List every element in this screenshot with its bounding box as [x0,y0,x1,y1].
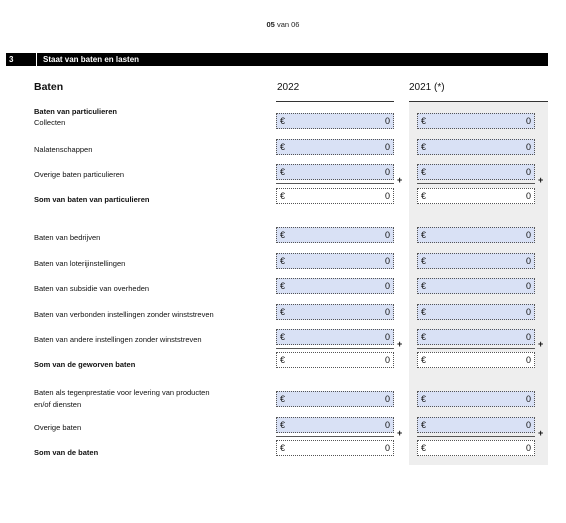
row-label-som-baten: Som van de baten [34,448,99,457]
currency-symbol: € [421,420,427,430]
subsidie-overheden-2021-field[interactable] [417,278,535,294]
row-label-overige-baten-particulieren: Overige baten particulieren [34,170,125,179]
currency-symbol: € [280,191,286,201]
currency-symbol: € [280,116,286,126]
field-value: 0 [525,355,531,365]
section-title: Staat van baten en lasten [43,55,140,64]
currency-symbol: € [421,281,427,291]
verbonden-instellingen-2022-field[interactable] [276,304,394,320]
currency-symbol: € [280,142,286,152]
andere-instellingen-2022-field[interactable] [276,329,394,345]
field-value: 0 [525,332,531,342]
field-value: 0 [384,281,390,291]
field-value: 0 [525,230,531,240]
field-value: 0 [384,420,390,430]
currency-symbol: € [280,167,286,177]
plus-sign: + [397,428,403,438]
row-label-nalatenschappen: Nalatenschappen [34,145,93,154]
som-particulieren-2022-field [276,188,394,204]
field-value: 0 [525,116,531,126]
bedrijven-2021-field[interactable] [417,227,535,243]
group-label-particulieren: Baten van particulieren [34,107,117,116]
currency-symbol: € [280,443,286,453]
verbonden-instellingen-2021-field[interactable] [417,304,535,320]
som-baten-2021-field [417,440,535,456]
field-value: 0 [384,116,390,126]
field-value: 0 [525,281,531,291]
field-value: 0 [384,394,390,404]
nalatenschappen-2022-field[interactable] [276,139,394,155]
field-value: 0 [525,191,531,201]
currency-symbol: € [421,332,427,342]
row-label-subsidie-overheden: Baten van subsidie van overheden [34,284,150,293]
currency-symbol: € [280,332,286,342]
row-label-loterijinstellingen: Baten van loterijinstellingen [34,259,126,268]
tegenprestatie-2021-field[interactable] [417,391,535,407]
subsidie-overheden-2022-field[interactable] [276,278,394,294]
som-geworven-baten-2021-field [417,352,535,368]
currency-symbol: € [421,230,427,240]
year-previous-header: 2021 (*) [409,82,445,93]
field-value: 0 [525,256,531,266]
sum-rule [417,436,535,437]
currency-symbol: € [421,355,427,365]
row-label-som-particulieren: Som van baten van particulieren [34,195,150,204]
field-value: 0 [384,230,390,240]
currency-symbol: € [421,443,427,453]
field-value: 0 [384,307,390,317]
year-current-rule [276,101,394,102]
section-number: 3 [9,55,14,64]
field-value: 0 [525,394,531,404]
som-geworven-baten-2022-field [276,352,394,368]
row-label-collecten: Collecten [34,118,66,127]
currency-symbol: € [280,420,286,430]
row-label-bedrijven: Baten van bedrijven [34,233,101,242]
currency-symbol: € [280,307,286,317]
overige-baten-particulieren-2022-field[interactable] [276,164,394,180]
overige-baten-2022-field[interactable] [276,417,394,433]
currency-symbol: € [421,167,427,177]
row-label-andere-instellingen: Baten van andere instellingen zonder winststreven [34,335,202,344]
currency-symbol: € [280,256,286,266]
sum-rule [276,183,394,184]
row-label-tegenprestatie-line2: en/of diensten [34,400,82,409]
plus-sign: + [397,175,403,185]
andere-instellingen-2021-field[interactable] [417,329,535,345]
currency-symbol: € [421,307,427,317]
nalatenschappen-2021-field[interactable] [417,139,535,155]
currency-symbol: € [280,394,286,404]
row-label-verbonden-instellingen: Baten van verbonden instellingen zonder winststreven [34,310,214,319]
year-current-header: 2022 [277,82,300,93]
section-header-bar [6,53,548,66]
field-value: 0 [525,443,531,453]
field-value: 0 [525,420,531,430]
field-value: 0 [384,191,390,201]
collecten-2022-field[interactable] [276,113,394,129]
currency-symbol: € [421,142,427,152]
bedrijven-2022-field[interactable] [276,227,394,243]
row-label-overige-baten: Overige baten [34,423,82,432]
currency-symbol: € [421,191,427,201]
page-number [0,20,566,29]
row-label-tegenprestatie-line1: Baten als tegenprestatie voor levering van producten [34,388,210,397]
year-previous-rule [409,101,548,102]
sum-rule [417,183,535,184]
field-value: 0 [525,142,531,152]
sum-rule [276,348,394,349]
field-value: 0 [384,142,390,152]
section-divider [36,53,37,66]
currency-symbol: € [421,394,427,404]
currency-symbol: € [421,116,427,126]
som-baten-2022-field [276,440,394,456]
table-heading: Baten [34,81,64,93]
plus-sign: + [538,175,544,185]
currency-symbol: € [280,281,286,291]
field-value: 0 [384,167,390,177]
tegenprestatie-2022-field[interactable] [276,391,394,407]
plus-sign: + [538,339,544,349]
page-number-current: 05 [266,20,275,29]
field-value: 0 [384,332,390,342]
loterijinstellingen-2021-field[interactable] [417,253,535,269]
currency-symbol: € [421,256,427,266]
overige-baten-2021-field[interactable] [417,417,535,433]
field-value: 0 [525,167,531,177]
field-value: 0 [384,256,390,266]
collecten-2021-field[interactable] [417,113,535,129]
field-value: 0 [384,443,390,453]
row-label-som-geworven-baten: Som van de geworven baten [34,360,136,369]
som-particulieren-2021-field [417,188,535,204]
sum-rule [276,436,394,437]
plus-sign: + [397,339,403,349]
currency-symbol: € [280,355,286,365]
loterijinstellingen-2022-field[interactable] [276,253,394,269]
field-value: 0 [384,355,390,365]
overige-baten-particulieren-2021-field[interactable] [417,164,535,180]
page-number-total: van 06 [274,20,300,29]
field-value: 0 [525,307,531,317]
sum-rule [417,348,535,349]
plus-sign: + [538,428,544,438]
currency-symbol: € [280,230,286,240]
